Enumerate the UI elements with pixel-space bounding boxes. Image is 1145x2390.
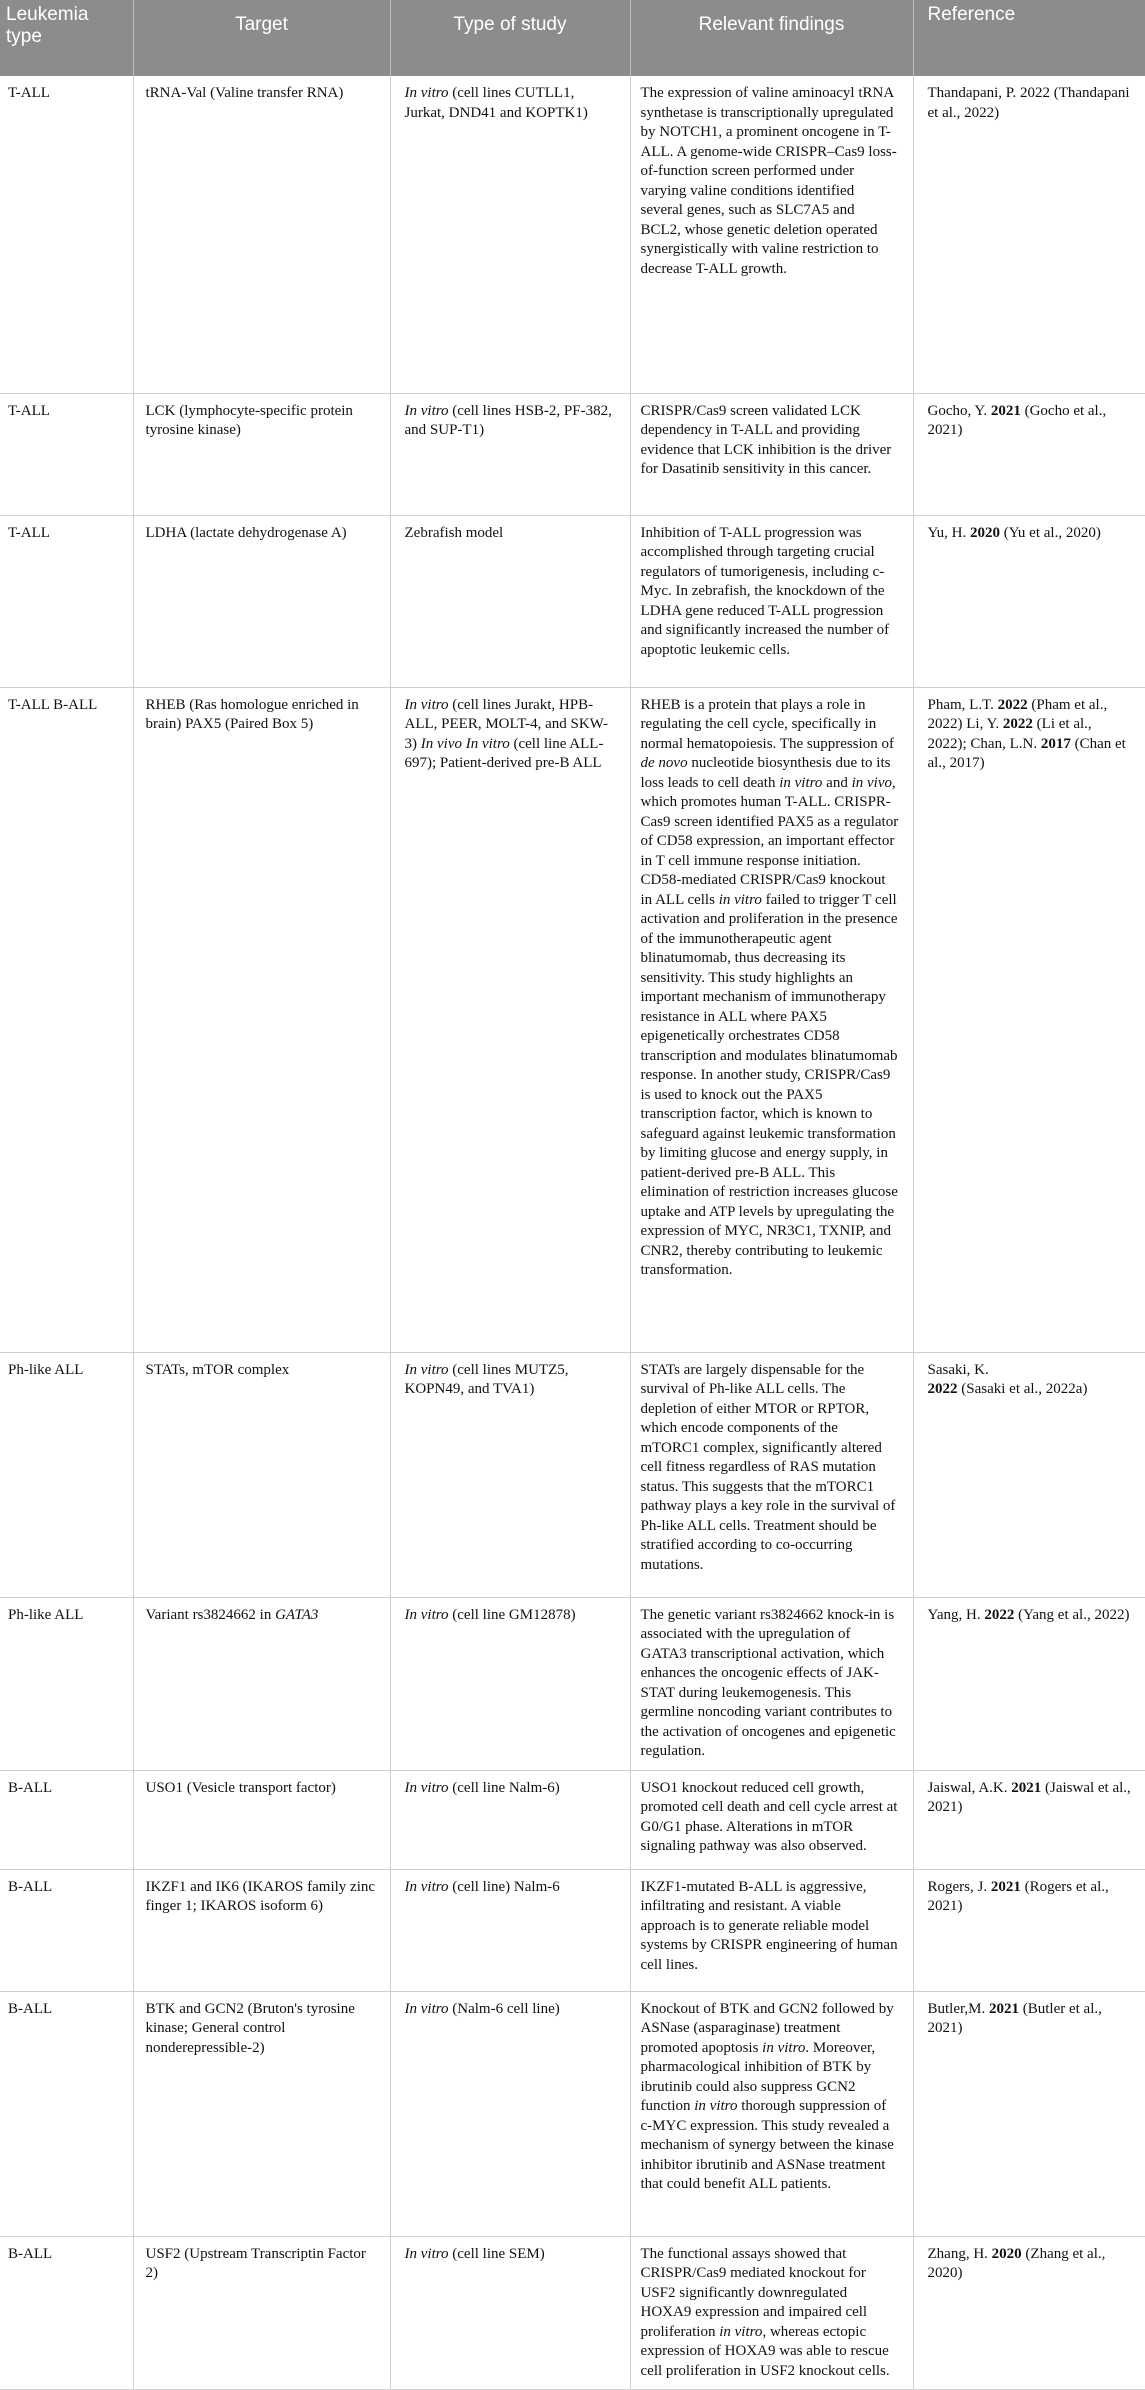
- ref-year: 2021: [988, 2000, 1019, 2017]
- study-italic: In vitro: [404, 2000, 449, 2017]
- cell-reference: [913, 1352, 1145, 1597]
- cell-study: [390, 1352, 630, 1597]
- ref-citation: (Yu et al., 2020): [1000, 524, 1101, 541]
- ref-citation: (Pham et al., 2022) Li, Y.: [927, 696, 1108, 732]
- findings-italic: in vitro: [718, 891, 762, 908]
- findings-text: The functional assays showed that CRISPR/Cas9 mediated knockout for USF2 significantly downregulated HOXA9 expression and impaired cell proliferation: [640, 2245, 868, 2340]
- study-italic-2: In vivo In vitro: [420, 735, 510, 752]
- table-row: [0, 1352, 1145, 1597]
- header-target: Target: [133, 0, 390, 76]
- cell-findings: IKZF1-mutated B-ALL is aggressive, infiltrating and resistant. A viable approach is to generate reliable model systems by CRISPR engineering of human cell lines.: [630, 1869, 913, 1991]
- cell-findings: The genetic variant rs3824662 knock-in is associated with the upregulation of GATA3 transcriptional activation, which enhances the oncogenic effects of JAK-STAT during leukemogenesis. This germline noncoding variant contributes to the activation of oncogenes and epigenetic regulation.: [630, 1597, 913, 1770]
- cell-reference: Thandapani, P. 2022 (Thandapani et al., 2022): [913, 76, 1145, 393]
- ref-author: Rogers, J.: [927, 1878, 991, 1895]
- cell-findings: Inhibition of T-ALL progression was accomplished through targeting crucial regulators of tumorigenesis, including c-Myc. In zebrafish, the knockdown of the LDHA gene reduced T-ALL progression and significantly increased the number of apoptotic leukemic cells.: [630, 515, 913, 687]
- findings-text: RHEB is a protein that plays a role in regulating the cell cycle, specifically in normal hematopoiesis. The suppression of: [640, 696, 894, 752]
- ref-year: 2022: [997, 696, 1028, 713]
- study-italic: In vitro: [404, 1361, 449, 1378]
- ref-year: 2017: [1040, 735, 1071, 752]
- findings-text: thorough suppression of c-MYC expression. This study revealed a mechanism of synergy between the kinase inhibitor ibrutinib and ASNase treatment that could benefit ALL patients.: [640, 2098, 894, 2192]
- study-italic: In vitro: [404, 696, 449, 713]
- findings-text: . Moreover, pharmacological inhibition of BTK by ibrutinib could also suppress GCN2 function: [640, 2039, 876, 2114]
- cell-leukemia-type: T-ALL B-ALL: [0, 687, 133, 1352]
- ref-author: Jaiswal, A.K.: [927, 1779, 1012, 1796]
- cell-findings: [630, 1991, 913, 2236]
- study-text: (cell line SEM): [448, 2245, 545, 2262]
- study-italic: In vitro: [404, 2245, 449, 2262]
- ref-citation: (Butler et al., 2021): [927, 2000, 1102, 2036]
- table-row: [0, 2236, 1145, 2390]
- findings-text: Knockout of BTK and GCN2 followed by ASNase (asparaginase) treatment promoted apoptosis: [640, 2000, 894, 2056]
- cell-reference: [913, 2236, 1145, 2390]
- ref-year: 2022: [1002, 716, 1033, 732]
- header-leukemia-type: Leukemia type: [0, 0, 133, 76]
- cell-study: [390, 1597, 630, 1770]
- table-row: [0, 1991, 1145, 2236]
- header-row: [0, 0, 1145, 76]
- table-row: [0, 515, 1145, 687]
- cell-findings: STATs are largely dispensable for the survival of Ph-like ALL cells. The depletion of either MTOR or RPTOR, which encode components of the mTORC1 complex, significantly altered cell fitness regardless of RAS mutation status. This suggests that the mTORC1 pathway plays a key role in the survival of Ph-like ALL cells. Treatment should be stratified according to co-occurring mutations.: [630, 1352, 913, 1597]
- ref-author: Butler,M.: [927, 2000, 989, 2017]
- ref-year: 2021: [1011, 1779, 1042, 1796]
- study-italic: In vitro: [404, 1878, 449, 1895]
- ref-year: 2020: [991, 2245, 1022, 2262]
- cell-study: [390, 1991, 630, 2236]
- cell-findings: The expression of valine aminoacyl tRNA synthetase is transcriptionally upregulated by NOTCH1, a prominent oncogene in T-ALL. A genome-wide CRISPR–Cas9 loss-of-function screen performed under varying valine conditions identified several genes, such as SLC7A5 and BCL2, whose genetic deletion operated synergistically with valine restriction to decrease T-ALL growth.: [630, 76, 913, 393]
- study-italic: In vitro: [404, 85, 449, 101]
- study-italic: In vitro: [404, 1606, 449, 1623]
- cell-target: RHEB (Ras homologue enriched in brain) PAX5 (Paired Box 5): [133, 687, 390, 1352]
- cell-study: [390, 393, 630, 515]
- cell-target: IKZF1 and IK6 (IKAROS family zinc finger 1; IKAROS isoform 6): [133, 1869, 390, 1991]
- table-row: [0, 1597, 1145, 1770]
- cell-target: USF2 (Upstream Transcriptin Factor 2): [133, 2236, 390, 2390]
- study-text: (cell line Nalm-6): [448, 1779, 560, 1796]
- cell-findings: [630, 687, 913, 1352]
- ref-year: 2021: [990, 1878, 1021, 1895]
- table-row: [0, 76, 1145, 393]
- cell-leukemia-type: B-ALL: [0, 1869, 133, 1991]
- findings-text: failed to trigger T cell activation and proliferation in the presence of the immunotherapeutic agent blinatumomab, thus decreasing its sensitivity. This study highlights an important mechanism of immunotherapy resistance in ALL where PAX5 epigenetically orchestrates CD58 transcription and modulates blinatumomab response. In another study, CRISPR/Cas9 is used to knock out the PAX5 transcription factor, which is known to safeguard against leukemic transformation by limiting glucose and energy supply, in patient-derived pre-B ALL. This elimination of restriction increases glucose uptake and ATP levels by upregulating the expression of MYC, NR3C1, TXNIP, and CNR2, thereby contributing to leukemic transformation.: [640, 891, 898, 1278]
- findings-text: nucleotide biosynthesis due to its loss leads to cell death: [640, 755, 891, 791]
- header-type-of-study: Type of study: [390, 0, 630, 76]
- findings-text: , which promotes human T-ALL. CRISPR-Cas9 screen identified PAX5 as a regulator of CD58 expression, an important effector in T cell immune response initiation. CD58-mediated CRISPR/Cas9 knockout in ALL cells: [640, 774, 899, 908]
- cell-target: STATs, mTOR complex: [133, 1352, 390, 1597]
- table-body: [0, 76, 1145, 2390]
- study-text: (Nalm-6 cell line): [448, 2000, 560, 2017]
- cell-study: [390, 687, 630, 1352]
- cell-leukemia-type: Ph-like ALL: [0, 1597, 133, 1770]
- ref-citation: (Gocho et al., 2021): [927, 402, 1107, 438]
- cell-study: [390, 1869, 630, 1991]
- target-text: Variant rs3824662 in: [145, 1606, 276, 1623]
- cell-leukemia-type: Ph-like ALL: [0, 1352, 133, 1597]
- ref-year: 2020: [970, 524, 1001, 541]
- ref-citation: (Li et al., 2022); Chan, L.N.: [927, 716, 1092, 752]
- header-relevant-findings: Relevant findings: [630, 0, 913, 76]
- findings-italic: in vitro: [762, 2039, 806, 2056]
- cell-study: [390, 76, 630, 393]
- study-text: (cell line GM12878): [448, 1606, 576, 1623]
- table-row: [0, 393, 1145, 515]
- cell-study: Zebrafish model: [390, 515, 630, 687]
- cell-reference: [913, 1991, 1145, 2236]
- table-header: [0, 0, 1145, 76]
- study-italic: In vitro: [404, 1779, 449, 1796]
- cell-reference: [913, 1597, 1145, 1770]
- cell-leukemia-type: B-ALL: [0, 1770, 133, 1869]
- ref-author: Yang, H.: [927, 1606, 985, 1623]
- cell-target: LDHA (lactate dehydrogenase A): [133, 515, 390, 687]
- cell-leukemia-type: B-ALL: [0, 2236, 133, 2390]
- findings-text: , whereas ectopic expression of HOXA9 was able to rescue cell proliferation in USF2 knockout cells.: [640, 2323, 890, 2379]
- table-row: [0, 1869, 1145, 1991]
- cell-study: [390, 2236, 630, 2390]
- cell-target: tRNA-Val (Valine transfer RNA): [133, 76, 390, 393]
- study-italic: In vitro: [404, 402, 449, 419]
- cell-target: LCK (lymphocyte-specific protein tyrosine kinase): [133, 393, 390, 515]
- cell-findings: [630, 2236, 913, 2390]
- cell-target: USO1 (Vesicle transport factor): [133, 1770, 390, 1869]
- cell-leukemia-type: T-ALL: [0, 76, 133, 393]
- ref-author: Gocho, Y.: [927, 402, 991, 419]
- cell-findings: USO1 knockout reduced cell growth, promoted cell death and cell cycle arrest at G0/G1 phase. Alterations in mTOR signaling pathway was also observed.: [630, 1770, 913, 1869]
- cell-reference: [913, 1770, 1145, 1869]
- study-text-2: (cell line ALL-697); Patient-derived pre-B ALL: [404, 735, 604, 771]
- study-text: (cell lines MUTZ5, KOPN49, and TVA1): [404, 1361, 569, 1397]
- ref-year: 2021: [990, 402, 1021, 419]
- ref-citation: (Yang et al., 2022): [1014, 1606, 1130, 1623]
- ref-author: Yu, H.: [927, 524, 971, 541]
- study-text: (cell lines CUTLL1, Jurkat, DND41 and KOPTK1): [404, 85, 588, 121]
- ref-year: 2022: [927, 1381, 958, 1397]
- cell-reference: [913, 1869, 1145, 1991]
- ref-citation: (Chan et al., 2017): [927, 735, 1126, 771]
- findings-italic: in vitro: [694, 2098, 738, 2114]
- cell-target: [133, 1597, 390, 1770]
- cell-reference: [913, 393, 1145, 515]
- target-gene-italic: GATA3: [275, 1606, 319, 1623]
- cell-leukemia-type: T-ALL: [0, 393, 133, 515]
- study-text: (cell line) Nalm-6: [448, 1878, 560, 1895]
- table-row: [0, 687, 1145, 1352]
- cell-leukemia-type: T-ALL: [0, 515, 133, 687]
- findings-italic: in vitro: [779, 774, 823, 791]
- study-text: (cell lines Jurakt, HPB-ALL, PEER, MOLT-4, and SKW-3): [404, 696, 608, 752]
- cell-leukemia-type: B-ALL: [0, 1991, 133, 2236]
- table-row: [0, 1770, 1145, 1869]
- findings-text: and: [822, 774, 852, 791]
- ref-author: Pham, L.T.: [927, 696, 998, 713]
- ref-citation: (Zhang et al., 2020): [927, 2245, 1106, 2281]
- ref-author: Zhang, H.: [927, 2245, 992, 2262]
- findings-italic: de novo: [640, 755, 688, 771]
- ref-citation: (Sasaki et al., 2022a): [957, 1381, 1088, 1397]
- findings-italic: in vivo: [851, 774, 892, 791]
- cell-findings: CRISPR/Cas9 screen validated LCK dependency in T-ALL and providing evidence that LCK inhibition is the driver for Dasatinib sensitivity in this cancer.: [630, 393, 913, 515]
- cell-reference: [913, 515, 1145, 687]
- ref-citation: (Rogers et al., 2021): [927, 1878, 1109, 1914]
- cell-reference: [913, 687, 1145, 1352]
- header-reference: Reference: [913, 0, 1145, 76]
- study-text: (cell lines HSB-2, PF-382, and SUP-T1): [404, 402, 612, 438]
- ref-citation: (Jaiswal et al., 2021): [927, 1779, 1131, 1815]
- findings-italic: in vitro: [719, 2323, 763, 2340]
- cell-target: BTK and GCN2 (Bruton's tyrosine kinase; General control nonderepressible-2): [133, 1991, 390, 2236]
- cell-study: [390, 1770, 630, 1869]
- ref-year: 2022: [984, 1606, 1015, 1623]
- ref-author: Sasaki, K.: [927, 1361, 989, 1378]
